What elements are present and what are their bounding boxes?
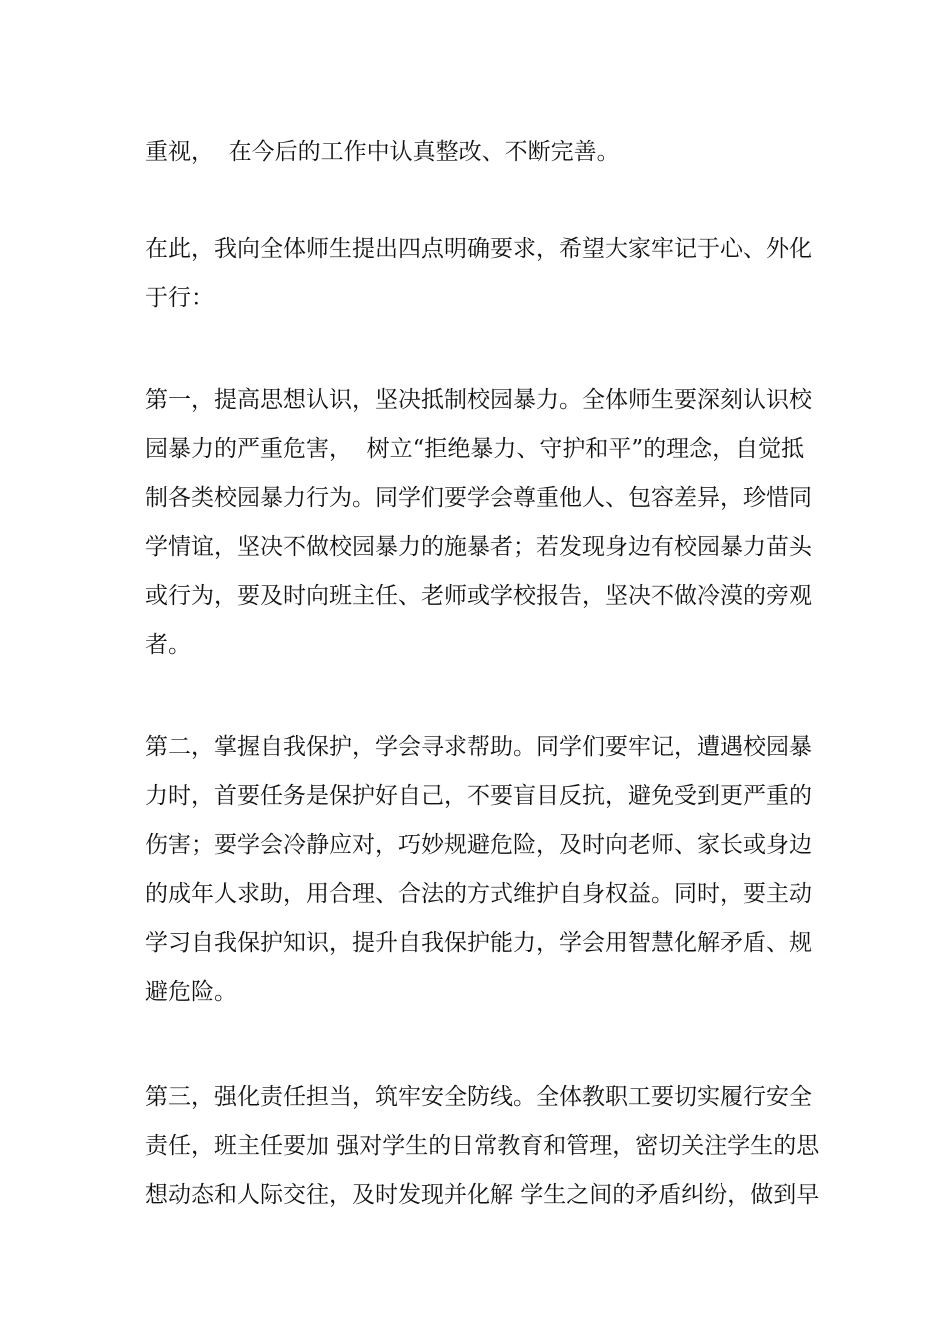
text-line: 第二，掌握自我保护，学会寻求帮助。同学们要牢记，遭遇校园暴 — [145, 734, 812, 760]
paragraph-second-requirement — [145, 723, 815, 1017]
text-line: 学情谊，坚决不做校园暴力的施暴者；若发现身边有校园暴力苗头 — [145, 534, 812, 560]
paragraph-third-requirement — [145, 1073, 820, 1220]
text-line: 伤害；要学会冷静应对，巧妙规避危险，及时向老师、家长或身边 — [145, 832, 812, 858]
text-line: 在此，我向全体师生提出四点明确要求，希望大家牢记于心、外化 — [145, 236, 812, 262]
text-line: 制各类校园暴力行为。同学们要学会尊重他人、包容差异，珍惜同 — [145, 485, 812, 511]
text-line: 重视， 在今后的工作中认真整改、不断完善。 — [145, 139, 620, 165]
text-line: 避危险。 — [145, 979, 237, 1005]
paragraph-first-requirement — [145, 376, 815, 670]
text-line: 的成年人求助，用合理、合法的方式维护自身权益。同时，要主动 — [145, 881, 812, 907]
text-line: 者。 — [145, 632, 191, 658]
text-line: 想动态和人际交往，及时发现并化解 学生之间的矛盾纠纷，做到早 — [145, 1182, 820, 1208]
text-line: 第三，强化责任担当，筑牢安全防线。全体教职工要切实履行安全 — [145, 1084, 812, 1110]
text-line: 第一，提高思想认识，坚决抵制校园暴力。全体师生要深刻认识校 — [145, 387, 812, 413]
text-line: 于行： — [145, 285, 214, 311]
text-line: 力时，首要任务是保护好自己，不要盲目反抗，避免受到更严重的 — [145, 783, 812, 809]
paragraph-requirements-intro — [145, 225, 815, 323]
paragraph-continuation — [145, 128, 815, 177]
text-line: 责任，班主任要加 强对学生的日常教育和管理，密切关注学生的思 — [145, 1133, 820, 1159]
text-line: 学习自我保护知识，提升自我保护能力，学会用智慧化解矛盾、规 — [145, 930, 812, 956]
text-line: 园暴力的严重危害， 树立“拒绝暴力、守护和平”的理念，自觉抵 — [145, 436, 805, 462]
text-line: 或行为，要及时向班主任、老师或学校报告，坚决不做冷漠的旁观 — [145, 583, 812, 609]
